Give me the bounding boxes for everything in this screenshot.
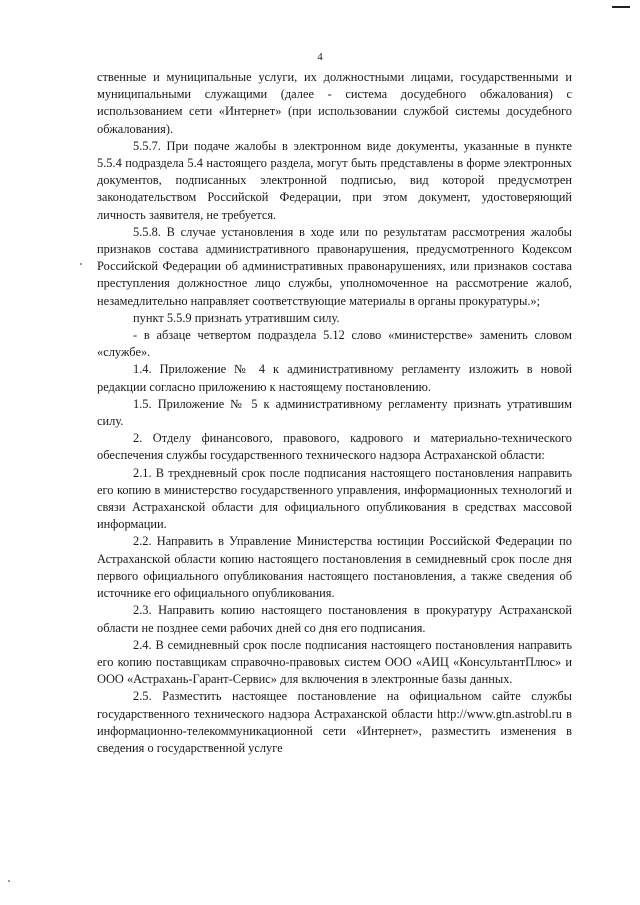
paragraph-5-5-8: 5.5.8. В случае установления в ходе или по результатам рассмотрения жалобы признаков состава административного правонарушения, предусмотренного Кодексом Российской Федерации об административных правонарушениях, или признаков состава преступления должностное лицо службы, уполномоченное на рассмотрение жалоб, незамедлительно направляет соответствующие материалы в органы прокуратуры.»; — [97, 224, 572, 308]
paragraph-continuation: ственные и муниципальные услуги, их должностными лицами, государственными и муниципальными служащими (далее - система досудебного обжалования) с использованием сети «Интернет» (при использовании службой системы досудебного обжалования). — [97, 70, 572, 136]
paragraph-2-4: 2.4. В семидневный срок после подписания настоящего постановления направить его копию поставщикам справочно-правовых систем ООО «АИЦ «КонсультантПлюс» и ООО «Астрахань-Гарант-Сервис» для включения в электронные базы данных. — [97, 637, 572, 687]
paragraph-2-1: 2.1. В трехдневный срок после подписания настоящего постановления направить его копию в министерство государственного управления, информационных технологий и связи Астраханской области для официального опубликования в средствах массовой информации. — [97, 465, 572, 532]
scan-speck — [80, 263, 82, 265]
paragraph-2-5: 2.5. Разместить настоящее постановление на официальном сайте службы государственного технического надзора Астраханской области http://www.gtn.astrobl.ru в информационно-телекоммуникационной сети «Интернет», разместить изменения в сведения о государственной услуге — [97, 689, 572, 755]
paragraph-1-4: 1.4. Приложение № 4 к административному регламенту изложить в новой редакции согласно приложению к настоящему постановлению. — [97, 362, 572, 394]
paragraph-2-2: 2.2. Направить в Управление Министерства юстиции Российской Федерации по Астраханской области копию настоящего постановления в семидневный срок после дня первого официального опубликования настоящего постановления, а также сведения об источнике его официального опубликования. — [97, 534, 572, 601]
document-body — [97, 69, 572, 757]
scan-corner-mark — [612, 6, 630, 8]
paragraph-1-5: 1.5. Приложение № 5 к административному регламенту признать утратившим силу. — [97, 396, 572, 429]
paragraph-5-5-9: пункт 5.5.9 признать утратившим силу. — [133, 310, 340, 325]
page-number: 4 — [317, 51, 323, 63]
scan-speck — [8, 880, 10, 882]
paragraph-2-3: 2.3. Направить копию настоящего постановления в прокуратуру Астраханской области не позднее семи рабочих дней со дня его подписания. — [97, 603, 572, 635]
paragraph-2: 2. Отделу финансового, правового, кадрового и материально-технического обеспечения службы государственного технического надзора Астраханской области: — [97, 431, 572, 463]
paragraph-5-12: - в абзаце четвертом подраздела 5.12 слово «министерстве» заменить словом «службе». — [97, 328, 572, 360]
paragraph-5-5-7: 5.5.7. При подаче жалобы в электронном виде документы, указанные в пункте 5.5.4 подраздела 5.4 настоящего раздела, могут быть представлены в форме электронных документов, подписанных электронной подписью, вид которой предусмотрен законодательством Российской Федерации, при этом документ, удостоверяющий личность заявителя, не требуется. — [97, 138, 572, 222]
